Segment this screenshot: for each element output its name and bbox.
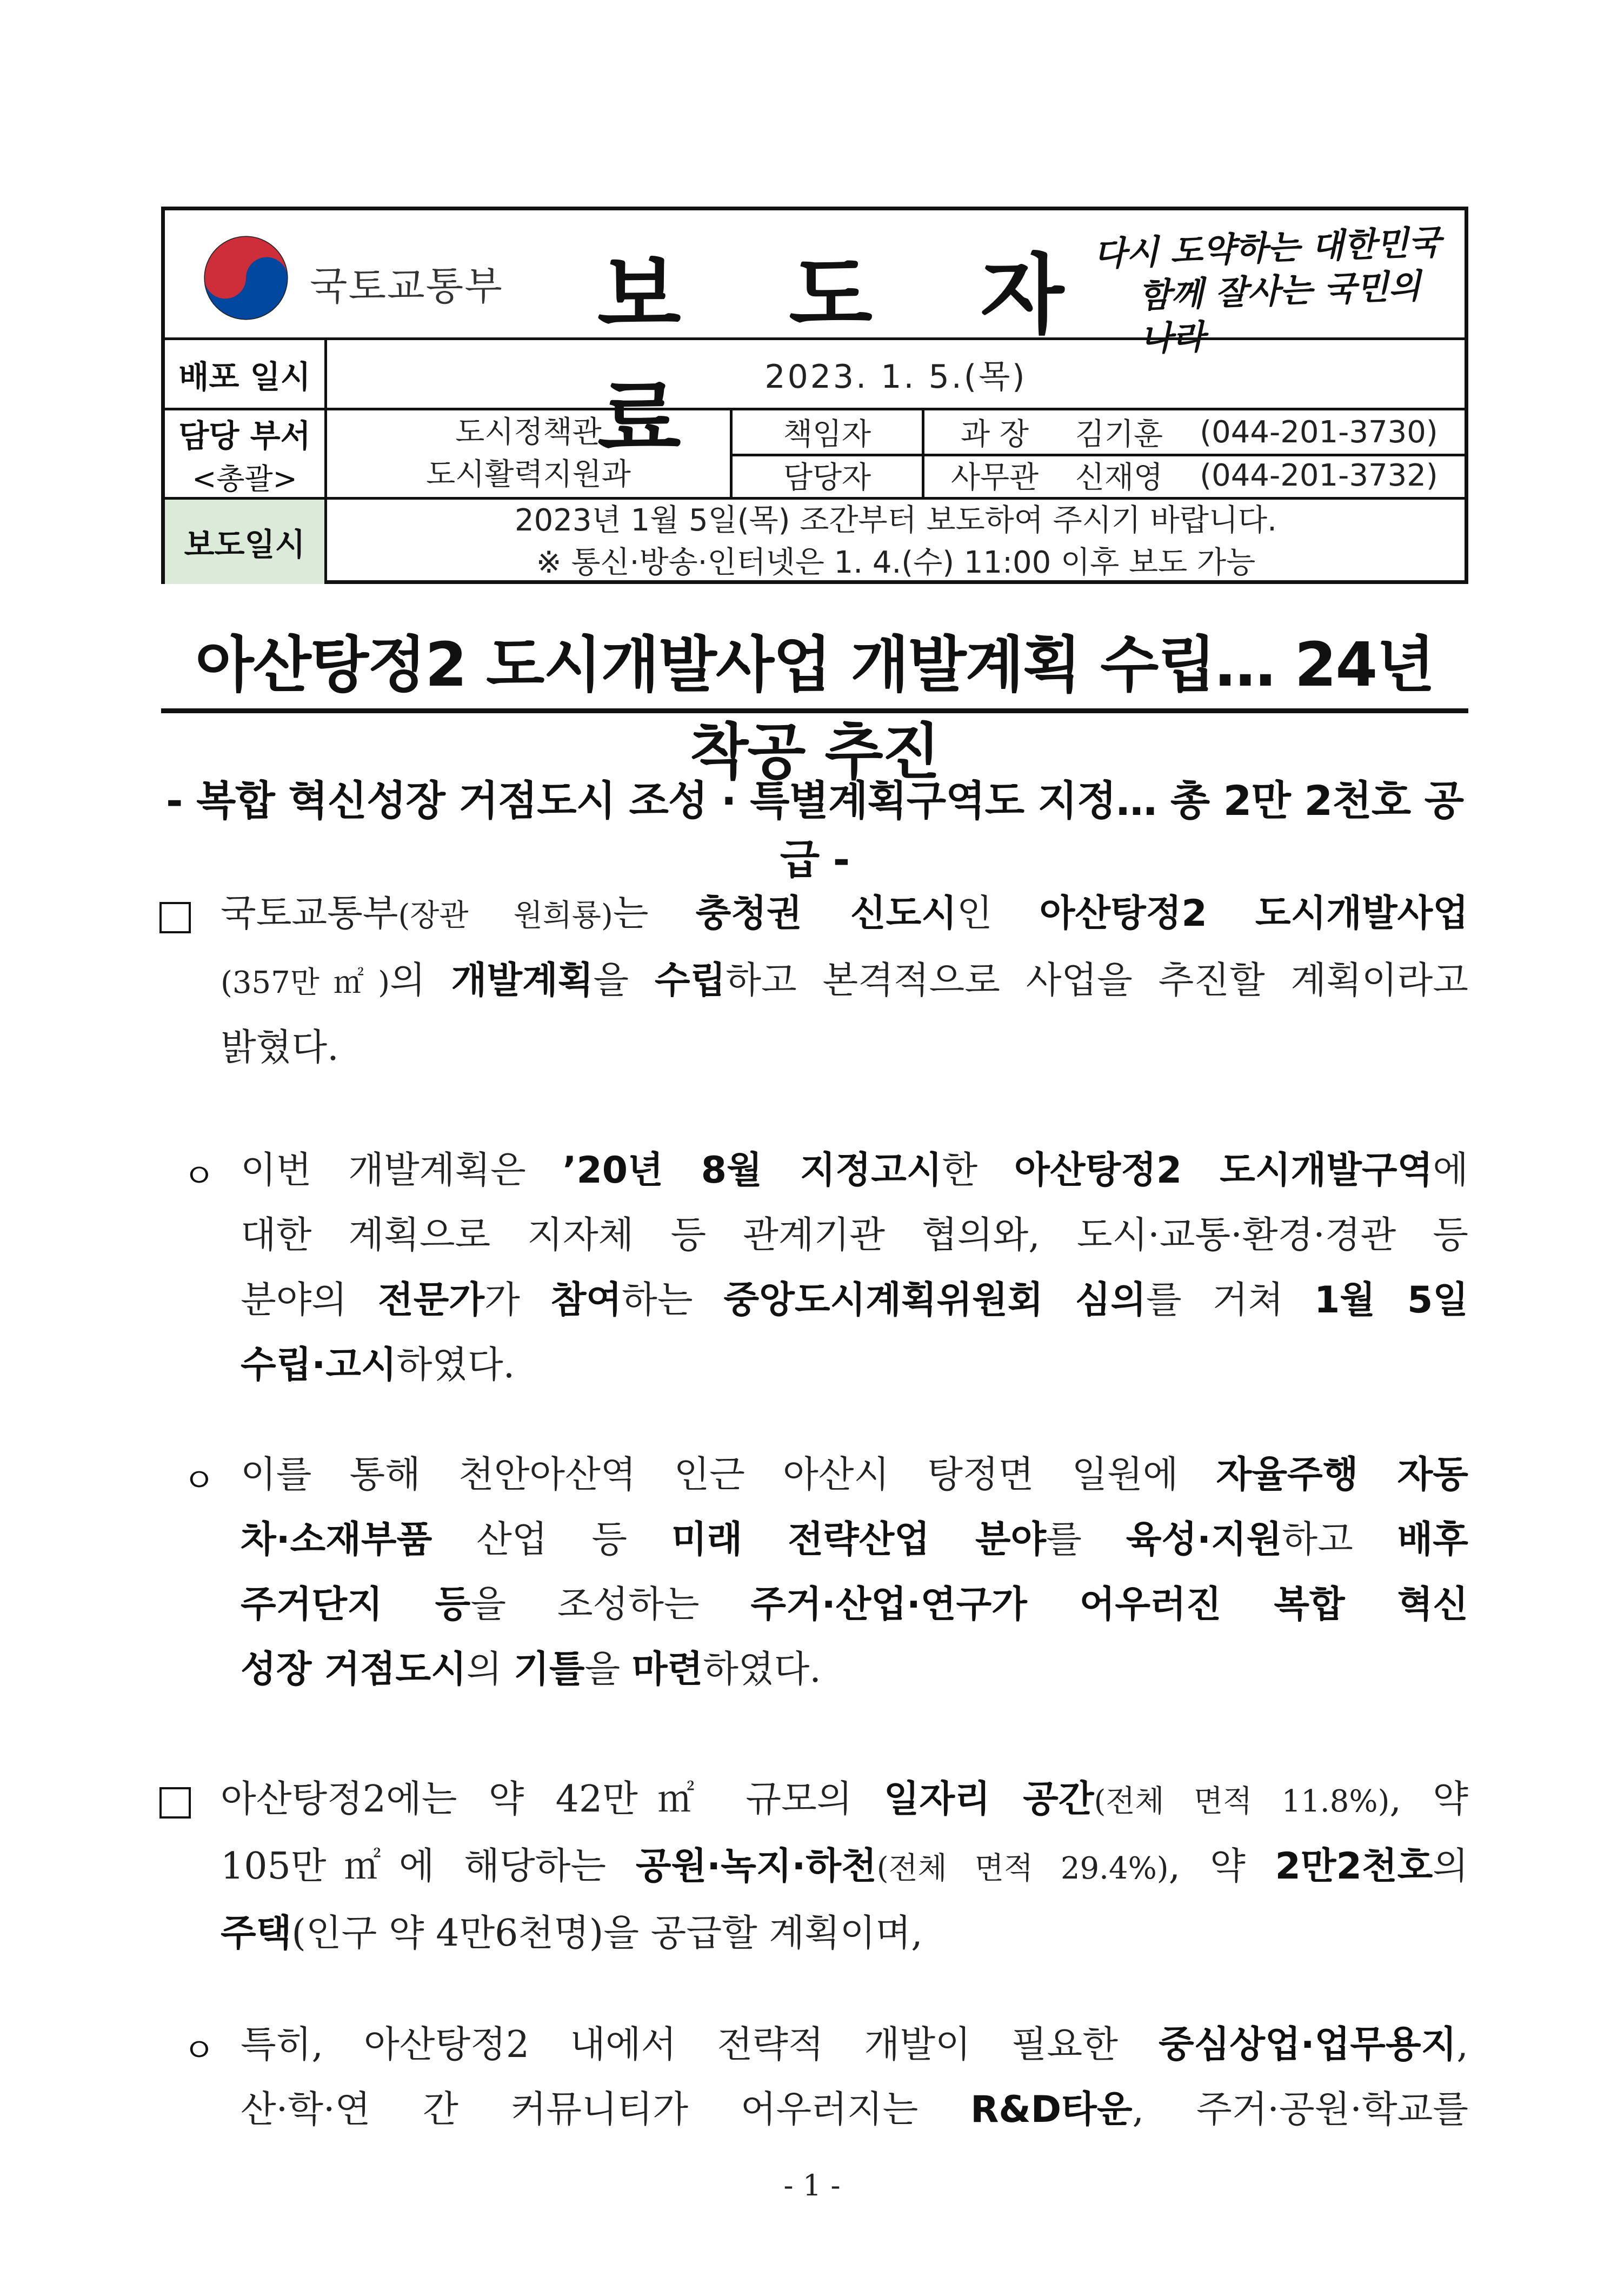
department-label-cell bbox=[165, 410, 327, 497]
headline: 아산탕정2 도시개발사업 개발계획 수립… 24년 착공 추진 bbox=[195, 630, 1434, 787]
headline-divider bbox=[161, 708, 1468, 713]
contact-role: 책임자 bbox=[733, 410, 924, 454]
ministry-name: 국토교통부 bbox=[310, 263, 503, 309]
department-names bbox=[327, 410, 733, 497]
paragraph-2-line-1: 이번 개발계획은 ’20년 8월 지정고시한 아산탕정2 도시개발구역에 bbox=[241, 1149, 1468, 1192]
slogan-line-2: 함께 잘사는 국민의 나라 bbox=[1137, 266, 1422, 359]
contact-name: 신재영 bbox=[1075, 460, 1163, 495]
department-line-2: 도시활력지원과 bbox=[426, 457, 631, 492]
paragraph-1-line-1: 국토교통부(장관 원희룡)는 충청권 신도시인 아산탕정2 도시개발사업 bbox=[221, 892, 1469, 935]
embargo-text bbox=[327, 500, 1465, 584]
contact-role: 담당자 bbox=[733, 454, 924, 497]
checkbox-bullet-icon bbox=[159, 1787, 191, 1819]
department-label: 담당 부서 bbox=[178, 417, 311, 454]
paragraph-3 bbox=[241, 1443, 1468, 1702]
contact-phone: (044-201-3732) bbox=[1200, 457, 1438, 493]
paragraph-4-line-1: 아산탕정2에는 약 42만㎡ 규모의 일자리 공간(전체 면적 11.8%), 약 bbox=[221, 1778, 1468, 1821]
checkbox-bullet-icon bbox=[159, 902, 191, 933]
contact-row bbox=[733, 410, 1465, 456]
paragraph-1 bbox=[221, 881, 1468, 1080]
paragraph-2-line-4: 수립·고시하였다. bbox=[241, 1344, 515, 1386]
contact-title: 과 장 bbox=[961, 417, 1029, 452]
circle-bullet-icon: ㅇ bbox=[183, 2030, 215, 2070]
contact-title: 사무관 bbox=[950, 460, 1039, 495]
department-row bbox=[165, 410, 1465, 500]
paragraph-4-line-3: 주택(인구 약 4만6천명)을 공급할 계획이며, bbox=[221, 1912, 923, 1955]
document-title: 보 도 자 료 bbox=[597, 244, 1103, 470]
paragraph-1-line-2: (357만㎡)의 개발계획을 수립하고 본격적으로 사업을 추진할 계획이라고 bbox=[221, 959, 1468, 1002]
paragraph-5 bbox=[241, 2013, 1468, 2142]
paragraph-4 bbox=[221, 1767, 1468, 1966]
paragraph-3-line-4: 성장 거점도시의 기틀을 마련하였다. bbox=[241, 1648, 821, 1691]
paragraph-2-line-2: 대한 계획으로 지자체 등 관계기관 협의와, 도시·교통·환경·경관 등 bbox=[241, 1214, 1468, 1257]
paragraph-5-line-1: 특히, 아산탕정2 내에서 전략적 개발이 필요한 중심상업·업무용지, bbox=[241, 2023, 1468, 2066]
page-number: - 1 - bbox=[783, 2168, 841, 2202]
paragraph-3-line-2: 차·소재부품 산업 등 미래 전략산업 분야를 육성·지원하고 배후 bbox=[241, 1518, 1468, 1561]
paragraph-5-line-2: 산·학·연 간 커뮤니티가 어우러지는 R&D타운, 주거·공원·학교를 bbox=[241, 2088, 1469, 2131]
department-line-1: 도시정책관 bbox=[455, 415, 602, 450]
distribution-date: 2023. 1. 5.(목) bbox=[764, 357, 1027, 396]
press-release-header bbox=[161, 207, 1468, 584]
paragraph-3-line-3: 주거단지 등을 조성하는 주거·산업·연구가 어우러진 복합 혁신 bbox=[241, 1583, 1468, 1626]
embargo-label: 보도일시 bbox=[165, 500, 327, 584]
circle-bullet-icon: ㅇ bbox=[183, 1461, 215, 1500]
embargo-line-1: 2023년 1월 5일(목) 조간부터 보도하여 주시기 바랍니다. bbox=[515, 503, 1277, 538]
paragraph-2 bbox=[241, 1138, 1468, 1398]
contact-row bbox=[733, 454, 1465, 497]
subheadline: - 복합 혁신성장 거점도시 조성 · 특별계획구역도 지정… 총 2만 2천호 공급 - bbox=[165, 777, 1464, 884]
paragraph-3-line-1: 이를 통해 천안아산역 인근 아산시 탕정면 일원에 자율주행 자동 bbox=[241, 1454, 1468, 1496]
distribution-row bbox=[165, 340, 1465, 410]
paragraph-4-line-2: 105만㎡에 해당하는 공원·녹지·하천(전체 면적 29.4%), 약 2만2천호의 bbox=[221, 1845, 1468, 1888]
paragraph-1-line-3: 밝혔다. bbox=[221, 1026, 339, 1069]
contact-phone: (044-201-3730) bbox=[1200, 414, 1438, 450]
embargo-line-2: ※ 통신·방송·인터넷은 1. 4.(수) 11:00 이후 보도 가능 bbox=[536, 545, 1256, 580]
contact-name: 김기훈 bbox=[1075, 417, 1163, 452]
circle-bullet-icon: ㅇ bbox=[183, 1156, 215, 1196]
department-sublabel: <총괄> bbox=[192, 461, 297, 496]
ministry-logo-icon bbox=[203, 235, 289, 321]
slogan bbox=[1082, 220, 1453, 359]
embargo-row bbox=[165, 500, 1465, 584]
distribution-label: 배포 일시 bbox=[165, 340, 327, 408]
slogan-line-1: 다시 도약하는 대한민국 bbox=[1093, 222, 1442, 274]
paragraph-2-line-3: 분야의 전문가가 참여하는 중앙도시계획위원회 심의를 거쳐 1월 5일 bbox=[241, 1279, 1468, 1322]
